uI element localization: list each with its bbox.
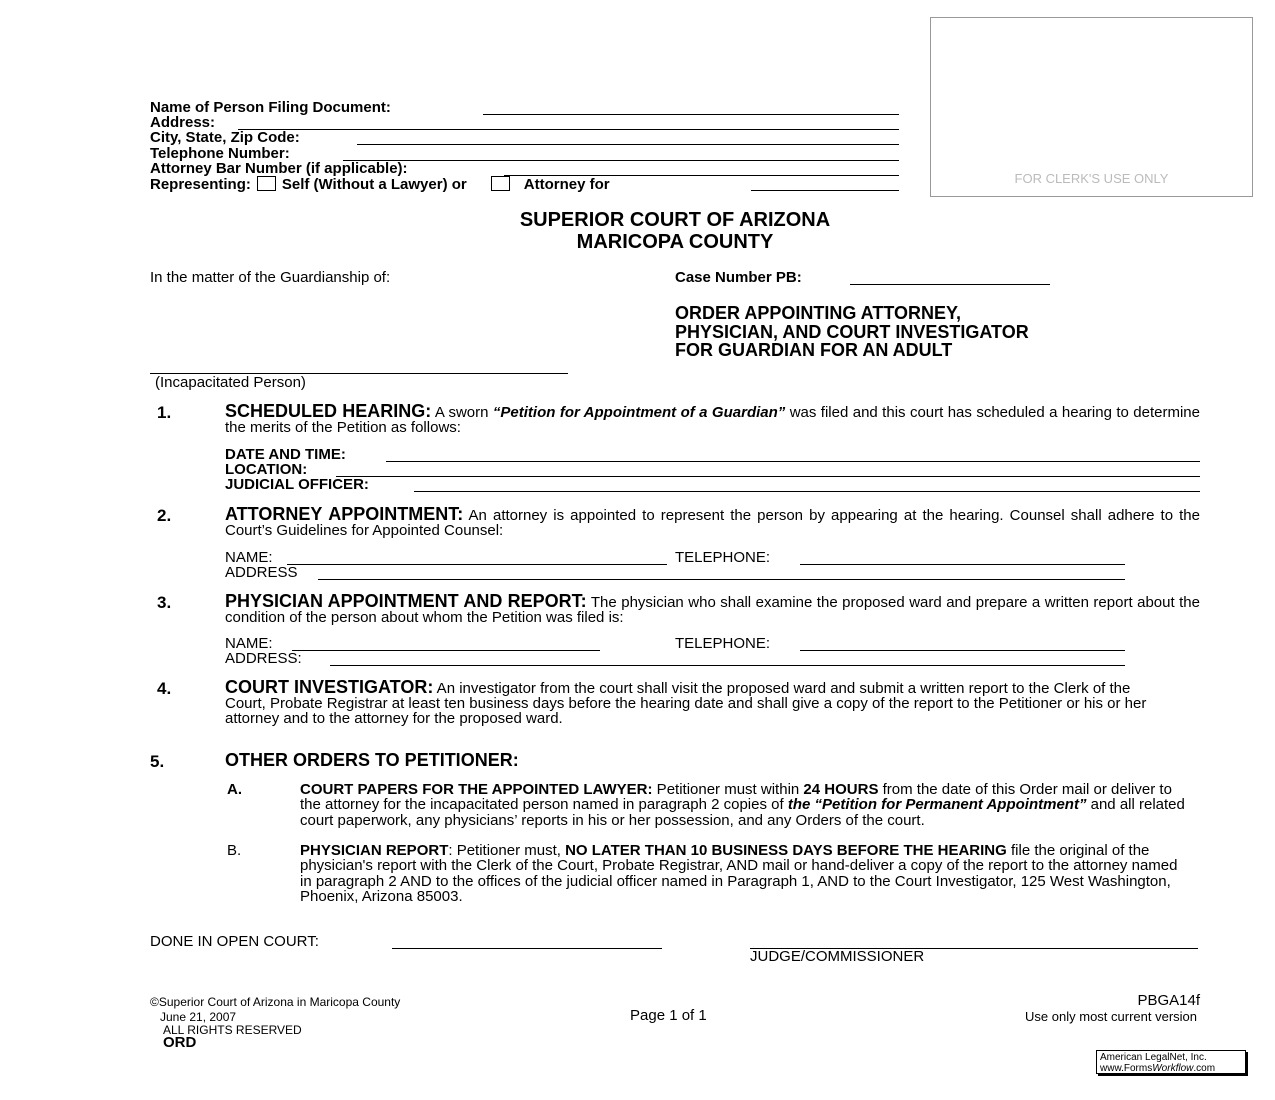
order-b-text: [300, 843, 1190, 904]
section-4-number: 4.: [157, 679, 172, 698]
attorney-name-field[interactable]: [287, 564, 667, 565]
section-4-heading: COURT INVESTIGATOR:: [225, 677, 434, 697]
order-a-heading: COURT PAPERS FOR THE APPOINTED LAWYER:: [300, 781, 653, 798]
section-1-text: [225, 401, 1200, 436]
court-title: [400, 209, 950, 253]
attorney-name-label: NAME:: [225, 549, 273, 566]
attorney-address-field[interactable]: [318, 579, 1125, 580]
section-1-number: 1.: [157, 403, 172, 422]
attorney-label: Attorney for: [523, 176, 610, 193]
self-label: Self (Without a Lawyer) or: [281, 176, 467, 193]
representing-label: Representing:: [150, 176, 251, 193]
attorney-for-field[interactable]: [751, 190, 899, 191]
judicial-officer-field[interactable]: [414, 491, 1200, 492]
judge-commissioner-label: JUDGE/COMMISSIONER: [750, 948, 925, 965]
filer-address-label: Address:: [150, 114, 216, 131]
order-a-text-a: Petitioner must within: [652, 781, 804, 798]
footer-date: June 21, 2007: [160, 1010, 237, 1024]
filer-phone-label: Telephone Number:: [150, 145, 290, 162]
attorney-phone-field[interactable]: [800, 564, 1125, 565]
filer-city-label: City, State, Zip Code:: [150, 129, 300, 146]
filer-address-field[interactable]: [238, 129, 899, 130]
order-b-deadline: NO LATER THAN 10 BUSINESS DAYS BEFORE THE HEARING: [565, 842, 1007, 859]
section-2-heading: ATTORNEY APPOINTMENT:: [225, 504, 464, 524]
done-date-field[interactable]: [392, 948, 662, 949]
clerk-use-box: [930, 17, 1253, 197]
section-5-number: 5.: [150, 752, 165, 771]
case-number-field[interactable]: [850, 284, 1050, 285]
physician-address-field[interactable]: [330, 665, 1125, 666]
section-3-number: 3.: [157, 593, 172, 612]
publisher-url: www.FormsWorkflow.com: [1100, 1063, 1216, 1074]
attorney-address-label: ADDRESS: [225, 564, 298, 581]
order-title-line1: ORDER APPOINTING ATTORNEY,: [675, 303, 962, 323]
footer-code: ORD: [163, 1034, 197, 1051]
order-title: [675, 304, 1029, 360]
representing-row: [150, 176, 610, 193]
order-a-text-c: and all related court paperwork, any physicians’ reports in his or her possession, and any Orders of the court.: [300, 796, 1185, 829]
order-b-text-a: : Petitioner must,: [448, 842, 566, 859]
physician-name-label: NAME:: [225, 635, 273, 652]
court-name: SUPERIOR COURT OF ARIZONA: [519, 209, 831, 231]
section-4-text: [225, 677, 1175, 727]
section-5-heading: OTHER ORDERS TO PETITIONER:: [225, 750, 519, 770]
order-b-heading: PHYSICIAN REPORT: [300, 842, 449, 859]
order-a-text: [300, 782, 1190, 828]
publisher-name: American LegalNet, Inc.: [1100, 1052, 1207, 1063]
section-3-body: The physician who shall examine the proposed ward and prepare a written report about the condition of the person about whom the Petition was filed is:: [225, 594, 1200, 626]
hearing-location-field[interactable]: [336, 476, 1200, 477]
section-4-body: An investigator from the court shall visit the proposed ward and submit a written report to the Clerk of the Court, Probate Registrar at least ten business days before the hearing date and shall give a copy of the report to the Petitioner or his or her attorney and to the attorney for the proposed ward.: [225, 680, 1147, 727]
section-1-heading: SCHEDULED HEARING:: [225, 401, 432, 421]
footer-form-id: PBGA14f: [1137, 992, 1200, 1009]
footer-version-note: Use only most current version: [1025, 1009, 1197, 1024]
order-a-petition: the “Petition for Permanent Appointment”: [787, 796, 1087, 814]
hearing-location-label: LOCATION:: [225, 461, 308, 478]
hearing-date-field[interactable]: [386, 461, 1200, 462]
section-2-body: An attorney is appointed to represent the person by appearing at the hearing. Counsel shall adhere to the Court’s Guidelines for Appointed Counsel:: [225, 507, 1200, 539]
attorney-phone-label: TELEPHONE:: [675, 549, 771, 566]
order-a-letter: A.: [227, 781, 242, 798]
order-a-text-b: from the date of this Order mail or deliver to the attorney for the incapacitated person named in paragraph 2 copies of: [300, 781, 1172, 814]
filer-phone-field[interactable]: [343, 160, 899, 161]
section-2-number: 2.: [157, 506, 172, 525]
case-number-label: Case Number PB:: [675, 269, 802, 286]
footer-rights: ALL RIGHTS RESERVED: [163, 1023, 302, 1037]
order-b-text-b: file the original of the physician's report with the Clerk of the Court, Probate Registrar, AND mail or hand-deliver a copy of the report to the attorney named in paragraph 2 AND to the offices of the judicial officer named in Paragraph 1, AND to the Court Investigator, 125 West Washington, Phoenix, Arizona 85003.: [300, 842, 1178, 905]
filer-city-field[interactable]: [357, 144, 899, 145]
section-1-text-b: was filed and this court has scheduled a hearing to determine the merits of the Petition as follows:: [225, 404, 1200, 436]
footer-page-number: Page 1 of 1: [630, 1007, 707, 1024]
order-a-hours: 24 HOURS: [803, 781, 879, 798]
physician-phone-field[interactable]: [800, 650, 1125, 651]
attorney-checkbox[interactable]: [491, 176, 510, 191]
order-title-line3: FOR GUARDIAN FOR AN ADULT: [675, 340, 953, 360]
section-3-text: [225, 591, 1200, 626]
county-name: MARICOPA COUNTY: [576, 231, 774, 253]
filer-name-field[interactable]: [483, 114, 899, 115]
filer-bar-label: Attorney Bar Number (if applicable):: [150, 160, 408, 177]
physician-address-label: ADDRESS:: [225, 650, 302, 667]
hearing-date-label: DATE AND TIME:: [225, 446, 346, 463]
self-checkbox[interactable]: [257, 176, 276, 191]
physician-phone-label: TELEPHONE:: [675, 635, 771, 652]
order-b-letter: B.: [227, 842, 242, 859]
matter-label: In the matter of the Guardianship of:: [150, 269, 391, 286]
filer-name-label: Name of Person Filing Document:: [150, 99, 391, 116]
section-3-heading: PHYSICIAN APPOINTMENT AND REPORT:: [225, 591, 587, 611]
section-1-petition: “Petition for Appointment of a Guardian”: [492, 404, 786, 421]
order-title-line2: PHYSICIAN, AND COURT INVESTIGATOR: [675, 321, 1029, 342]
section-2-text: [225, 504, 1200, 539]
physician-name-field[interactable]: [292, 650, 600, 651]
section-1-text-a: A sworn: [431, 404, 493, 421]
done-in-open-court-label: DONE IN OPEN COURT:: [150, 933, 319, 950]
judicial-officer-label: JUDICIAL OFFICER:: [225, 476, 369, 493]
clerk-use-label: FOR CLERK'S USE ONLY: [1014, 171, 1169, 186]
footer-copyright: ©Superior Court of Arizona in Maricopa County: [150, 995, 401, 1009]
incapacitated-person-caption: (Incapacitated Person): [155, 374, 306, 391]
publisher-box: [1096, 1050, 1246, 1074]
